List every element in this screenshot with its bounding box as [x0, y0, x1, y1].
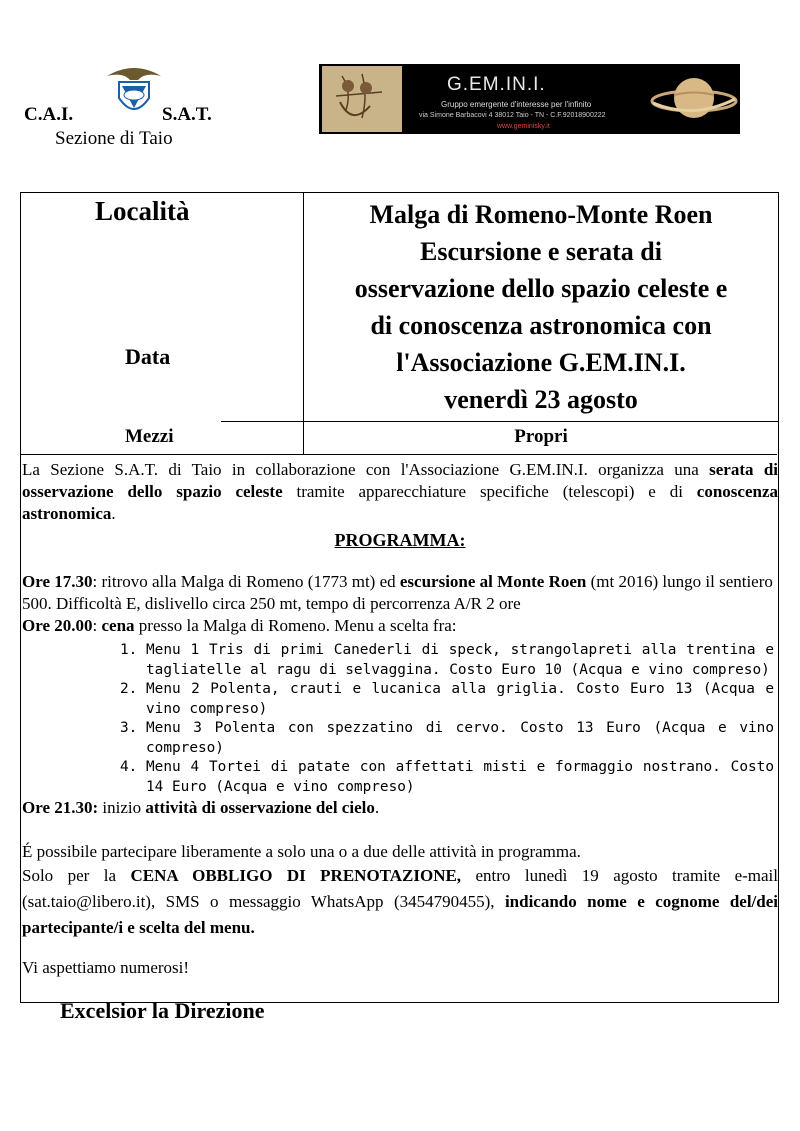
mezzi-value: Propri: [514, 426, 568, 447]
sat-label: S.A.T.: [162, 104, 212, 125]
menu-list: [22, 641, 778, 797]
prenotazione-paragraph: [22, 863, 778, 941]
prenotazione-bold: indicando nome e cognome del/dei partecipante/i e scelta del menu.: [22, 892, 778, 937]
event-title-line: osservazione dello spazio celeste e: [354, 274, 728, 303]
list-item: 2. Menu 2 Polenta, crauti e lucanica alla griglia. Costo Euro 13 (Acqua e vino compreso): [146, 680, 778, 719]
event-title-line: l'Associazione G.EM.IN.I.: [396, 348, 686, 377]
intro-bold: serata di osservazione dello spazio celeste: [22, 460, 778, 501]
cai-eagle-logo-icon: [105, 62, 163, 122]
programma-heading: PROGRAMMA:: [334, 530, 466, 550]
localita-label: Località: [95, 196, 190, 226]
event-title-line: Malga di Romeno-Monte Roen: [369, 200, 713, 229]
data-label: Data: [125, 344, 171, 369]
event-title: [304, 196, 778, 418]
cai-label: C.A.I.: [24, 104, 74, 125]
ore3-text: .: [374, 798, 380, 817]
event-title-line: di conoscenza astronomica con: [370, 311, 712, 340]
sezione-label: Sezione di Taio: [55, 128, 173, 149]
prenotazione-text: Solo per la: [22, 866, 131, 885]
ore3-bold: attività di osservazione del cielo: [145, 798, 375, 817]
gemini-subtitle: Gruppo emergente d'interesse per l'infinito: [441, 100, 592, 109]
ore1-bold: escursione al Monte Roen: [399, 572, 587, 591]
ore2-bold: cena: [101, 616, 135, 635]
ore1-time: Ore 17.30: [22, 572, 93, 591]
prenotazione-text: entro lunedì 19 agosto tramite e-mail (sat.taio@libero.it), SMS o messaggio WhatsApp (3454790455),: [22, 866, 779, 911]
list-item: 4. Menu 4 Tortei di patate con affettati misti e formaggio nostrano. Costo 14 Euro (Acqua e vino compreso): [146, 758, 778, 797]
list-item: 3. Menu 3 Polenta con spezzatino di cervo. Costo 13 Euro (Acqua e vino compreso): [146, 719, 778, 758]
intro-text: .: [111, 504, 116, 523]
ore1-paragraph: [22, 571, 778, 615]
cai-sat-header: [22, 62, 232, 152]
possibile-paragraph: É possibile partecipare liberamente a solo una o a due delle attività in programma.: [22, 842, 581, 861]
list-item: 1. Menu 1 Tris di primi Canederli di speck, strangolapreti alla trentina e tagliatelle al ragu di selvaggina. Costo Euro 10 (Acqua e vino compreso): [146, 641, 778, 680]
saturn-icon: [649, 68, 739, 130]
ore1-text: : ritrovo alla Malga di Romeno (1773 mt) ed: [92, 572, 400, 591]
aspettiamo-paragraph: Vi aspettiamo numerosi!: [22, 958, 190, 977]
intro-text: tramite apparecchiature specifiche (telescopi) e di: [282, 482, 697, 501]
event-description: [22, 459, 778, 979]
constellation-map-icon: [322, 66, 402, 132]
prenotazione-bold: CENA OBBLIGO DI PRENOTAZIONE,: [130, 866, 462, 885]
intro-text: La Sezione S.A.T. di Taio in collaborazione con l'Associazione G.EM.IN.I. organizza una: [22, 460, 710, 479]
gemini-website: www.geminisky.it: [497, 123, 550, 130]
table-divider: [221, 421, 778, 422]
intro-bold: conoscenza astronomica: [22, 482, 779, 523]
ore2-text: presso la Malga di Romeno. Menu a scelta fra:: [134, 616, 457, 635]
mezzi-label: Mezzi: [125, 426, 174, 447]
ore2-text: :: [92, 616, 102, 635]
gemini-banner: [319, 64, 740, 134]
ore3-paragraph: [22, 797, 778, 819]
gemini-title: G.EM.IN.I.: [447, 74, 546, 95]
signature-line: Excelsior la Direzione: [60, 998, 265, 1023]
event-title-line: venerdì 23 agosto: [444, 385, 638, 414]
ore3-time: Ore 21.30:: [22, 798, 99, 817]
ore2-paragraph: [22, 615, 778, 637]
intro-paragraph: [22, 459, 778, 525]
gemini-address: via Simone Barbacovi 4 38012 Taio - TN - C.F.92018900222: [419, 112, 606, 119]
ore1-text: (mt 2016) lungo il sentiero 500. Difficoltà E, dislivello circa 250 mt, tempo di percorrenza A/R 2 ore: [22, 572, 773, 613]
ore3-text: inizio: [98, 798, 146, 817]
ore2-time: Ore 20.00: [22, 616, 93, 635]
table-divider: [20, 454, 777, 455]
event-title-line: Escursione e serata di: [420, 237, 662, 266]
